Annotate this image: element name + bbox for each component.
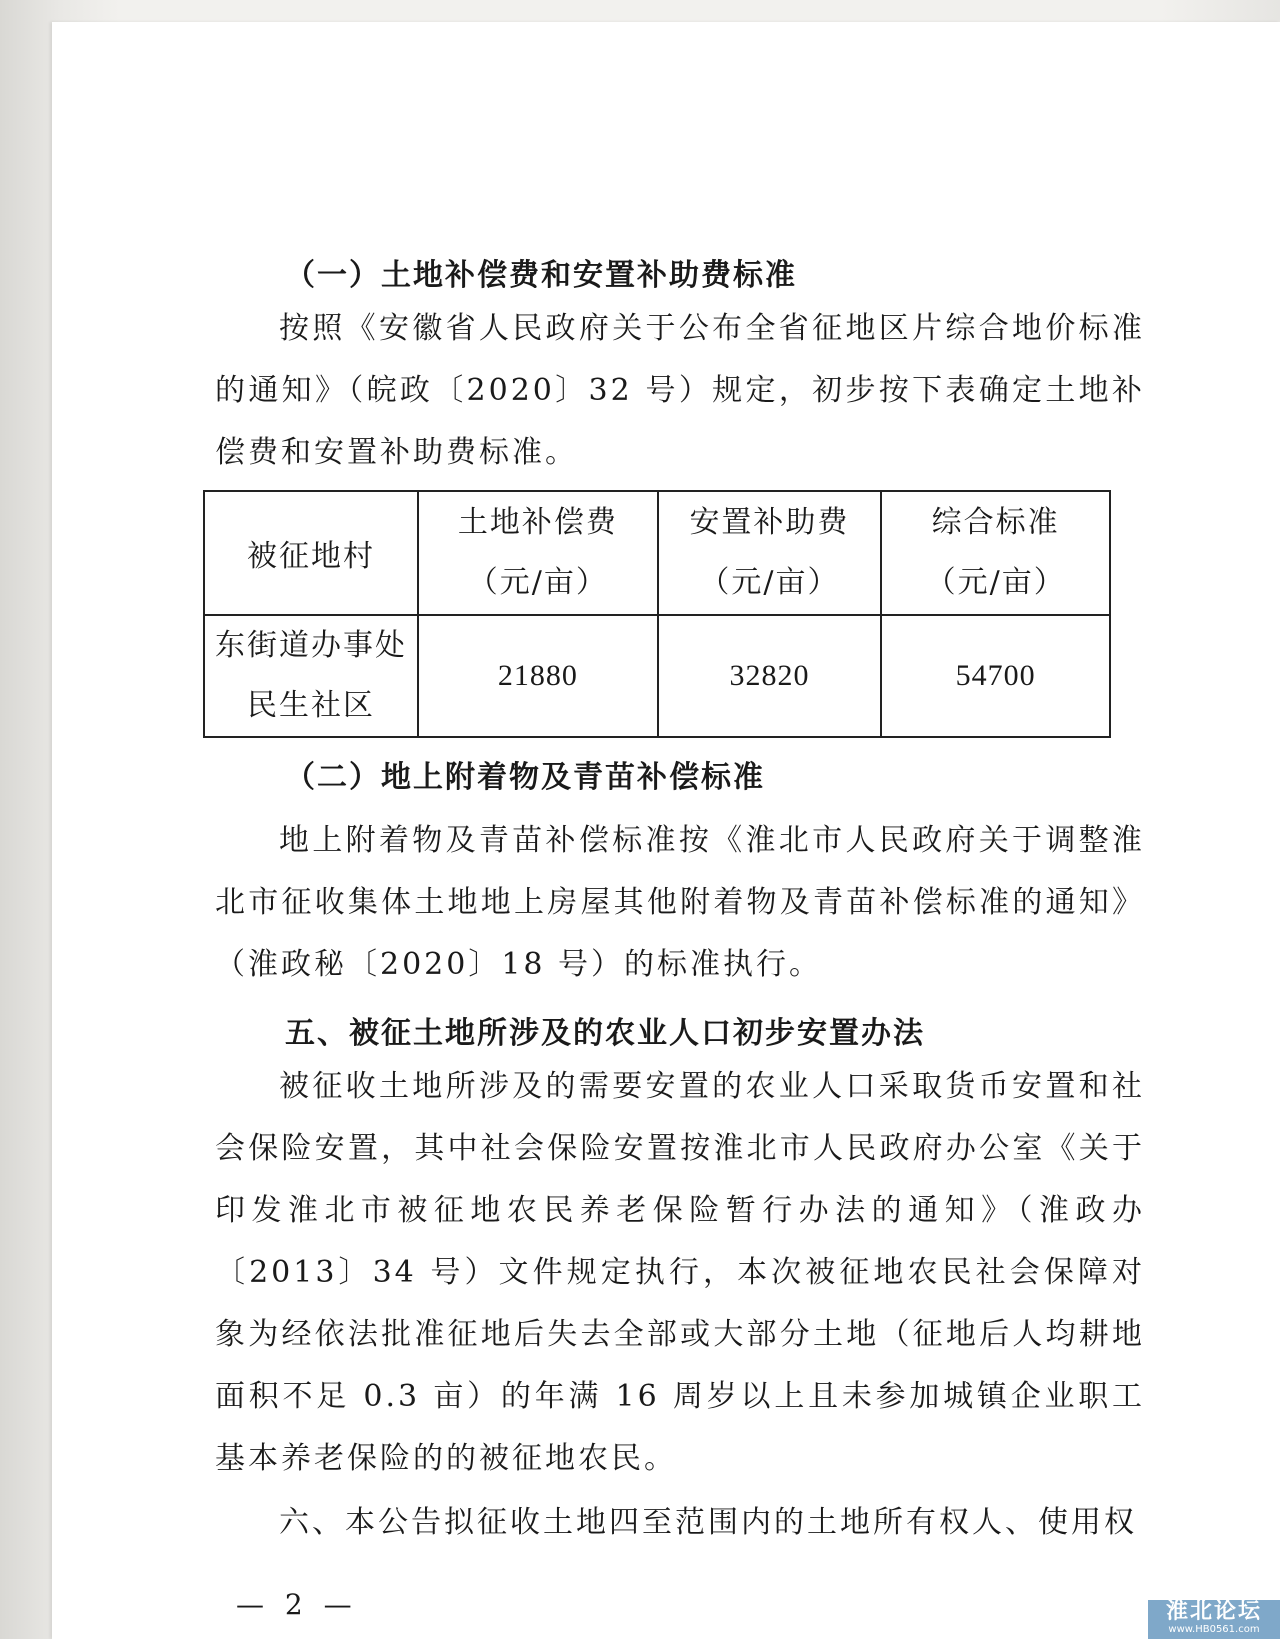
header-land-compensation: 土地补偿费 （元/亩） xyxy=(418,491,657,615)
header-village: 被征地村 xyxy=(204,491,418,615)
cell-village: 东街道办事处 民生社区 xyxy=(204,615,418,737)
cell-total-standard: 54700 xyxy=(881,615,1110,737)
section-1-paragraph xyxy=(215,298,1145,484)
section-6-paragraph xyxy=(215,1492,1145,1554)
page-number: — 2 — xyxy=(236,1588,358,1621)
section-5-paragraph xyxy=(215,1056,1145,1490)
section-2-heading: （二）地上附着物及青苗补偿标准 xyxy=(285,760,765,795)
compensation-table xyxy=(203,490,1111,738)
table-row xyxy=(204,615,1110,737)
watermark-name: 淮北论坛 xyxy=(1165,1599,1262,1624)
section-5-text: 被征收土地所涉及的需要安置的农业人口采取货币安置和社会保险安置，其中社会保险安置按淮北市人民政府办公室《关于印发淮北市被征地农民养老保险暂行办法的通知》（淮政办〔2013〕34 号）文件规定执行，本次被征地农民社会保障对象为经依法批准征地后失去全部或大部分土地（征地后人均耕地面积不足 0.3 亩）的年满 16 周岁以上且未参加城镇企业职工基本养老保险的的被征地农民。 xyxy=(215,1069,1145,1476)
watermark-url: www.HB0561.com xyxy=(1168,1624,1260,1635)
section-1-heading: （一）土地补偿费和安置补助费标准 xyxy=(285,258,797,293)
forum-watermark-logo xyxy=(1148,1600,1280,1639)
cell-resettlement-subsidy: 32820 xyxy=(658,615,882,737)
header-total-standard: 综合标准 （元/亩） xyxy=(881,491,1110,615)
section-5-heading: 五、被征土地所涉及的农业人口初步安置办法 xyxy=(285,1016,925,1051)
header-resettlement-subsidy: 安置补助费 （元/亩） xyxy=(658,491,882,615)
section-2-text: 地上附着物及青苗补偿标准按《淮北市人民政府关于调整淮北市征收集体土地地上房屋其他附着物及青苗补偿标准的通知》（淮政秘〔2020〕18 号）的标准执行。 xyxy=(215,823,1145,982)
section-2-paragraph xyxy=(215,810,1145,996)
cell-land-compensation: 21880 xyxy=(418,615,657,737)
table-header-row xyxy=(204,491,1110,615)
section-6-text: 六、本公告拟征收土地四至范围内的土地所有权人、使用权 xyxy=(279,1505,1137,1540)
section-1-text: 按照《安徽省人民政府关于公布全省征地区片综合地价标准的通知》（皖政〔2020〕32 号）规定，初步按下表确定土地补偿费和安置补助费标准。 xyxy=(215,311,1145,470)
